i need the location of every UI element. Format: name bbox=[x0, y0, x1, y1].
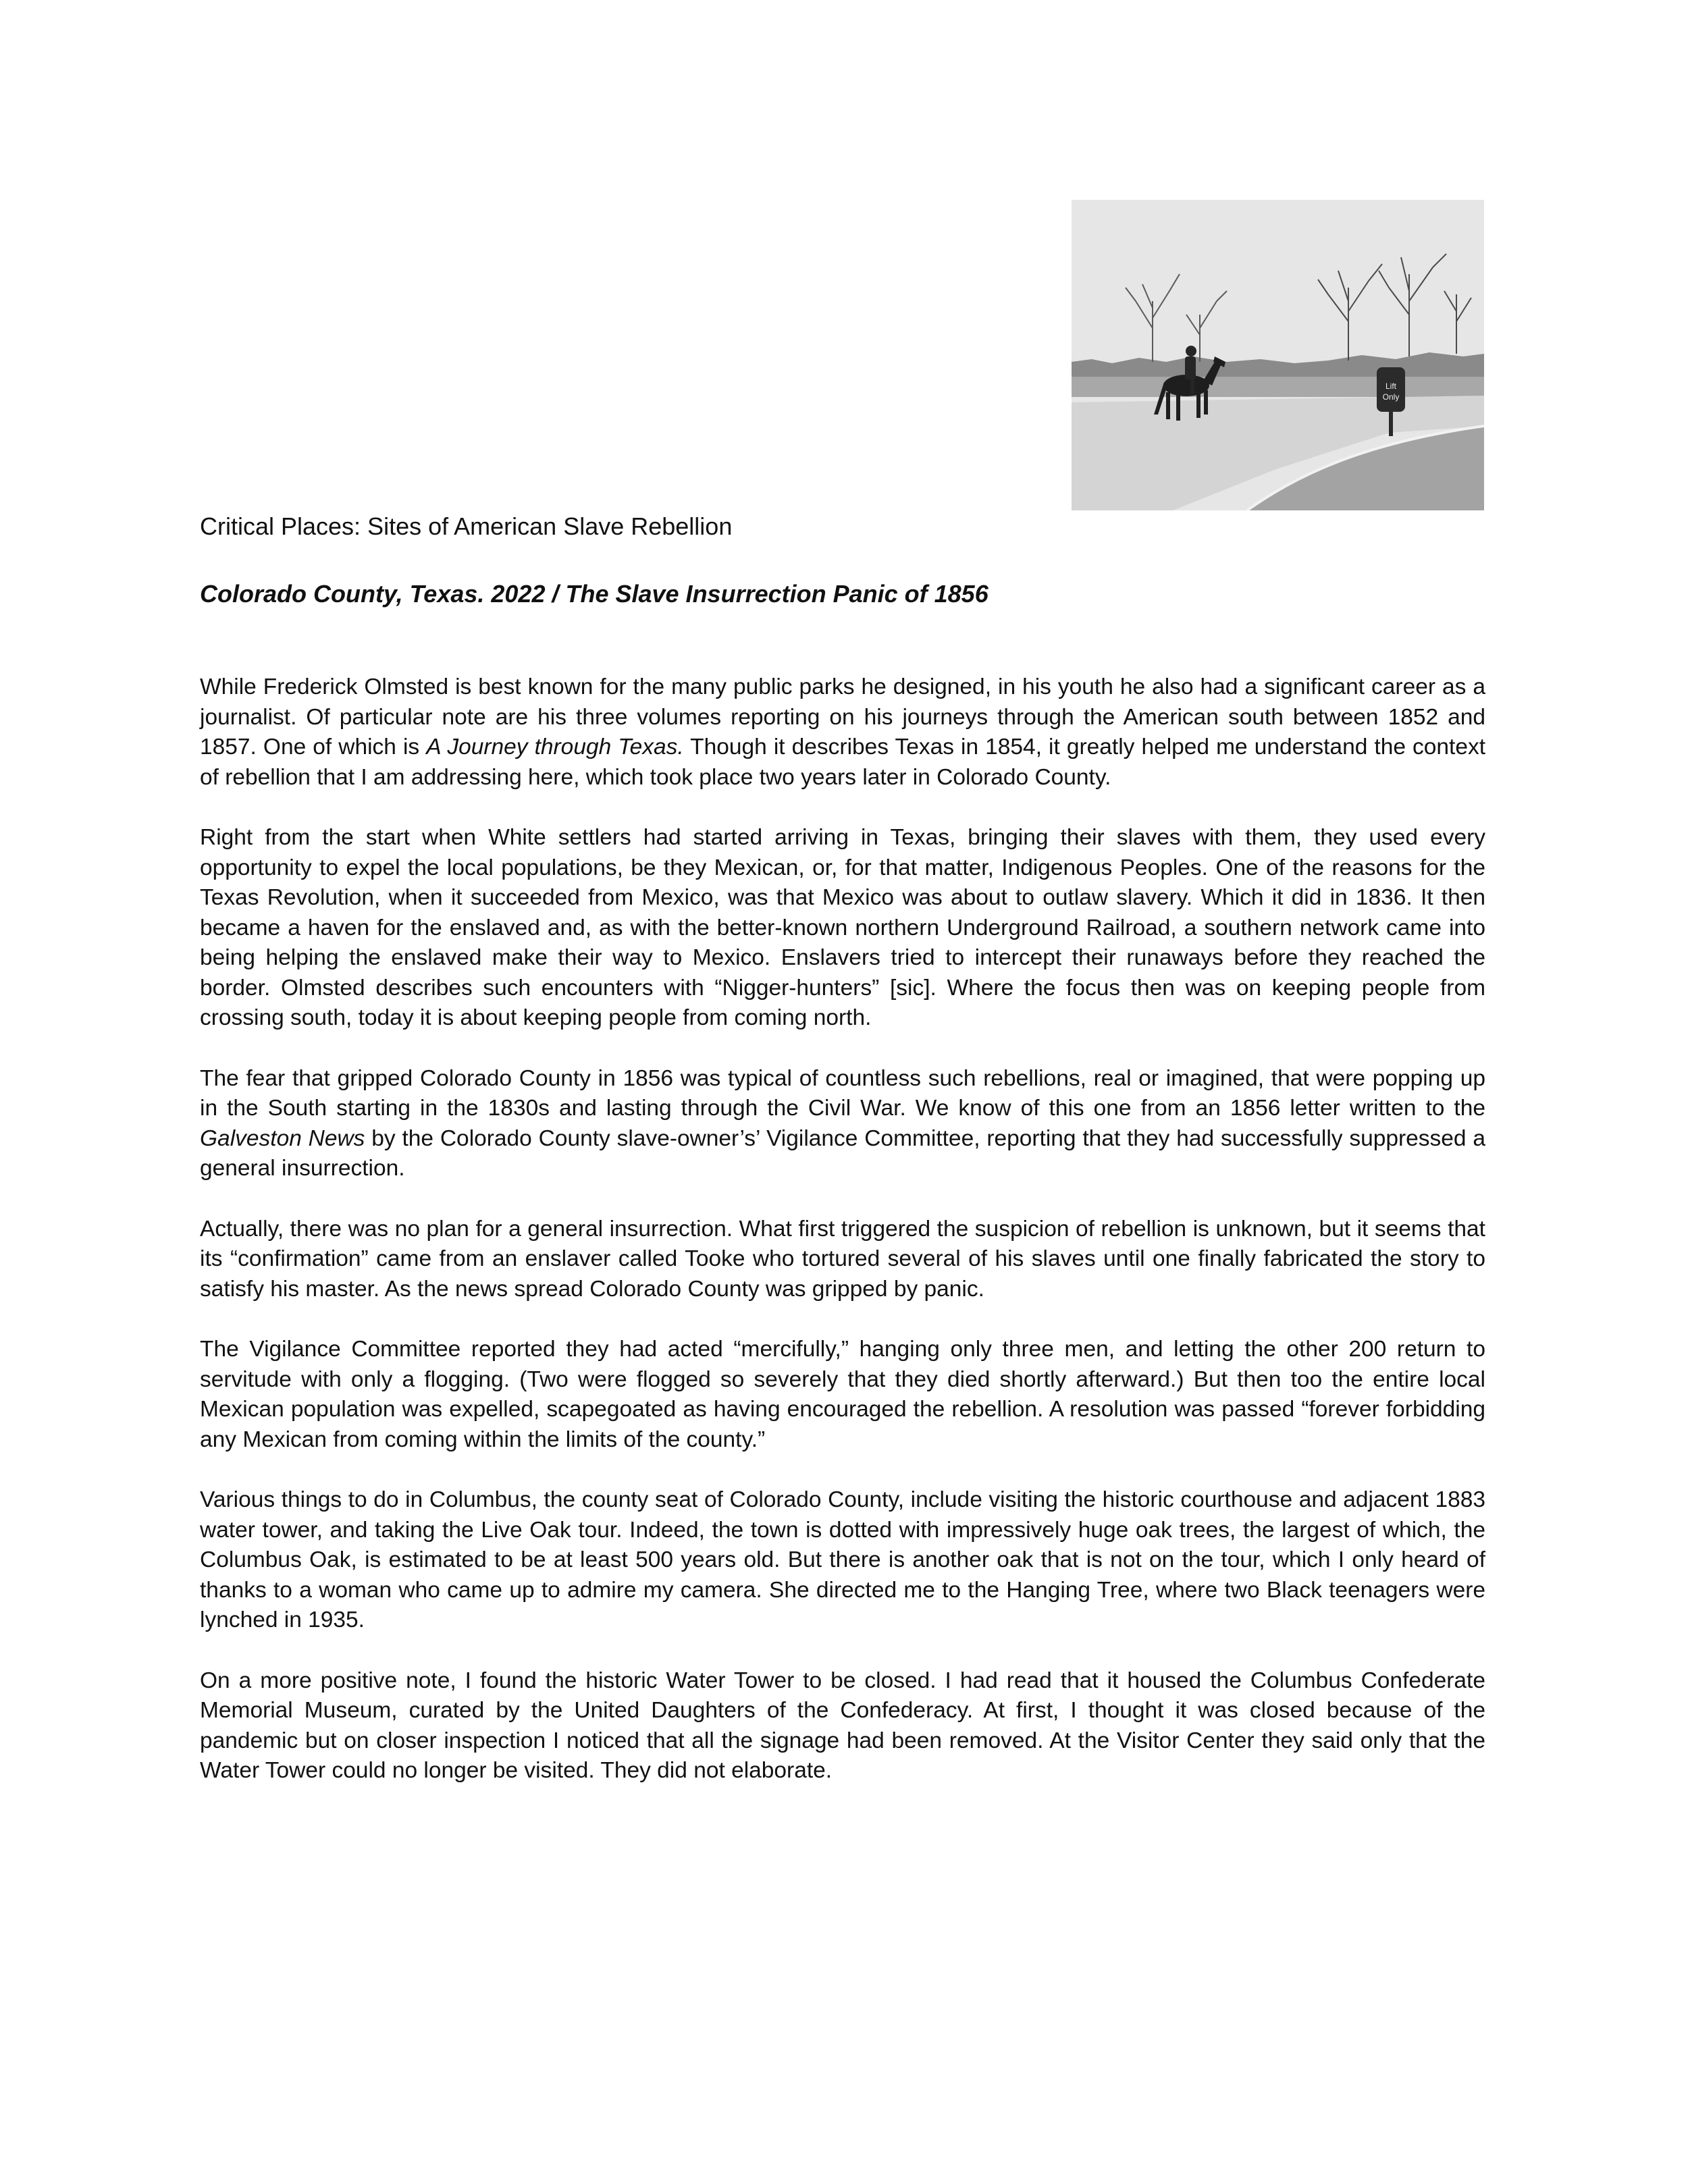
paragraph-3 bbox=[200, 1064, 1485, 1184]
paragraph-5: The Vigilance Committee reported they had acted “mercifully,” hanging only three men, and letting the other 200 return to servitude with only a flogging. (Two were flogged so severely that they died shortly afterward.) But then too the entire local Mexican population was expelled, scapegoated as having encouraged the rebellion. A resolution was passed “forever forbidding any Mexican from coming within the limits of the county.” bbox=[200, 1337, 1485, 1452]
book-title: A Journey through Texas. bbox=[426, 735, 684, 760]
sign-text-line2: Only bbox=[1382, 392, 1400, 402]
page-subtitle: Colorado County, Texas. 2022 / The Slave Insurrection Panic of 1856 bbox=[200, 580, 988, 608]
paragraph-1-text-a: While Frederick Olmsted is best known for the many public parks he designed, in his youth he also had a significant career as a journalist. Of particular note are his three volumes reporting on his journeys through the American south between 1852 and 1857. One of which is bbox=[200, 674, 1485, 760]
paragraph-3-text-c: by the Colorado County slave-owner’s’ Vigilance Committee, reporting that they had successfully suppressed a general insurrection. bbox=[200, 1125, 1486, 1181]
page-title: Critical Places: Sites of American Slave Rebellion bbox=[200, 512, 733, 540]
photo-rider-on-horse bbox=[1072, 200, 1484, 510]
paragraph-7: On a more positive note, I found the historic Water Tower to be closed. I had read that it housed the Columbus Confederate Memorial Museum, curated by the United Daughters of the Confederacy. At first, I thought it was closed because of the pandemic but on closer inspection I noticed that all the signage had been removed. At the Visitor Center they said only that the Water Tower could no longer be visited. They did not elaborate. bbox=[200, 1668, 1485, 1783]
paragraph-3-text-a: The fear that gripped Colorado County in 1856 was typical of countless such rebellions, real or imagined, that were popping up in the South starting in the 1830s and lasting through the Civil War. We know of this one from an 1856 letter written to the bbox=[200, 1065, 1485, 1121]
article-body bbox=[200, 672, 1485, 1817]
paragraph-1 bbox=[200, 672, 1485, 793]
paragraph-1-text-c: Though it describes Texas in 1854, it greatly helped me understand the context of rebellion that I am addressing here, which took place two years later in Colorado County. bbox=[200, 735, 1486, 790]
paragraph-4: Actually, there was no plan for a general insurrection. What first triggered the suspicion of rebellion is unknown, but it seems that its “confirmation” came from an enslaver called Tooke who tortured several of his slaves until one finally fabricated the story to satisfy his master. As the news spread Colorado County was gripped by panic. bbox=[200, 1216, 1485, 1302]
paragraph-2: Right from the start when White settlers had started arriving in Texas, bringing their slaves with them, they used every opportunity to expel the local populations, be they Mexican, or, for that matter, Indigenous Peoples. One of the reasons for the Texas Revolution, when it succeeded from Mexico, was that Mexico was about to outlaw slavery. Which it did in 1836. It then became a haven for the enslaved and, as with the better-known northern Underground Railroad, a southern network came into being helping the enslaved make their way to Mexico. Enslavers tried to intercept their runaways before they reached the border. Olmsted describes such encounters with “Nigger-hunters” [sic]. Where the focus then was on keeping people from crossing south, today it is about keeping people from coming north. bbox=[200, 825, 1485, 1030]
newspaper-title: Galveston News bbox=[200, 1125, 365, 1151]
sign-text-line1: Lift bbox=[1385, 381, 1397, 391]
paragraph-6: Various things to do in Columbus, the county seat of Colorado County, include visiting the historic courthouse and adjacent 1883 water tower, and taking the Live Oak tour. Indeed, the town is dotted with impressively huge oak trees, the largest of which, the Columbus Oak, is estimated to be at least 500 years old. But there is another oak that is not on the tour, which I only heard of thanks to a woman who came up to admire my camera. She directed me to the Hanging Tree, where two Black teenagers were lynched in 1935. bbox=[200, 1487, 1485, 1632]
